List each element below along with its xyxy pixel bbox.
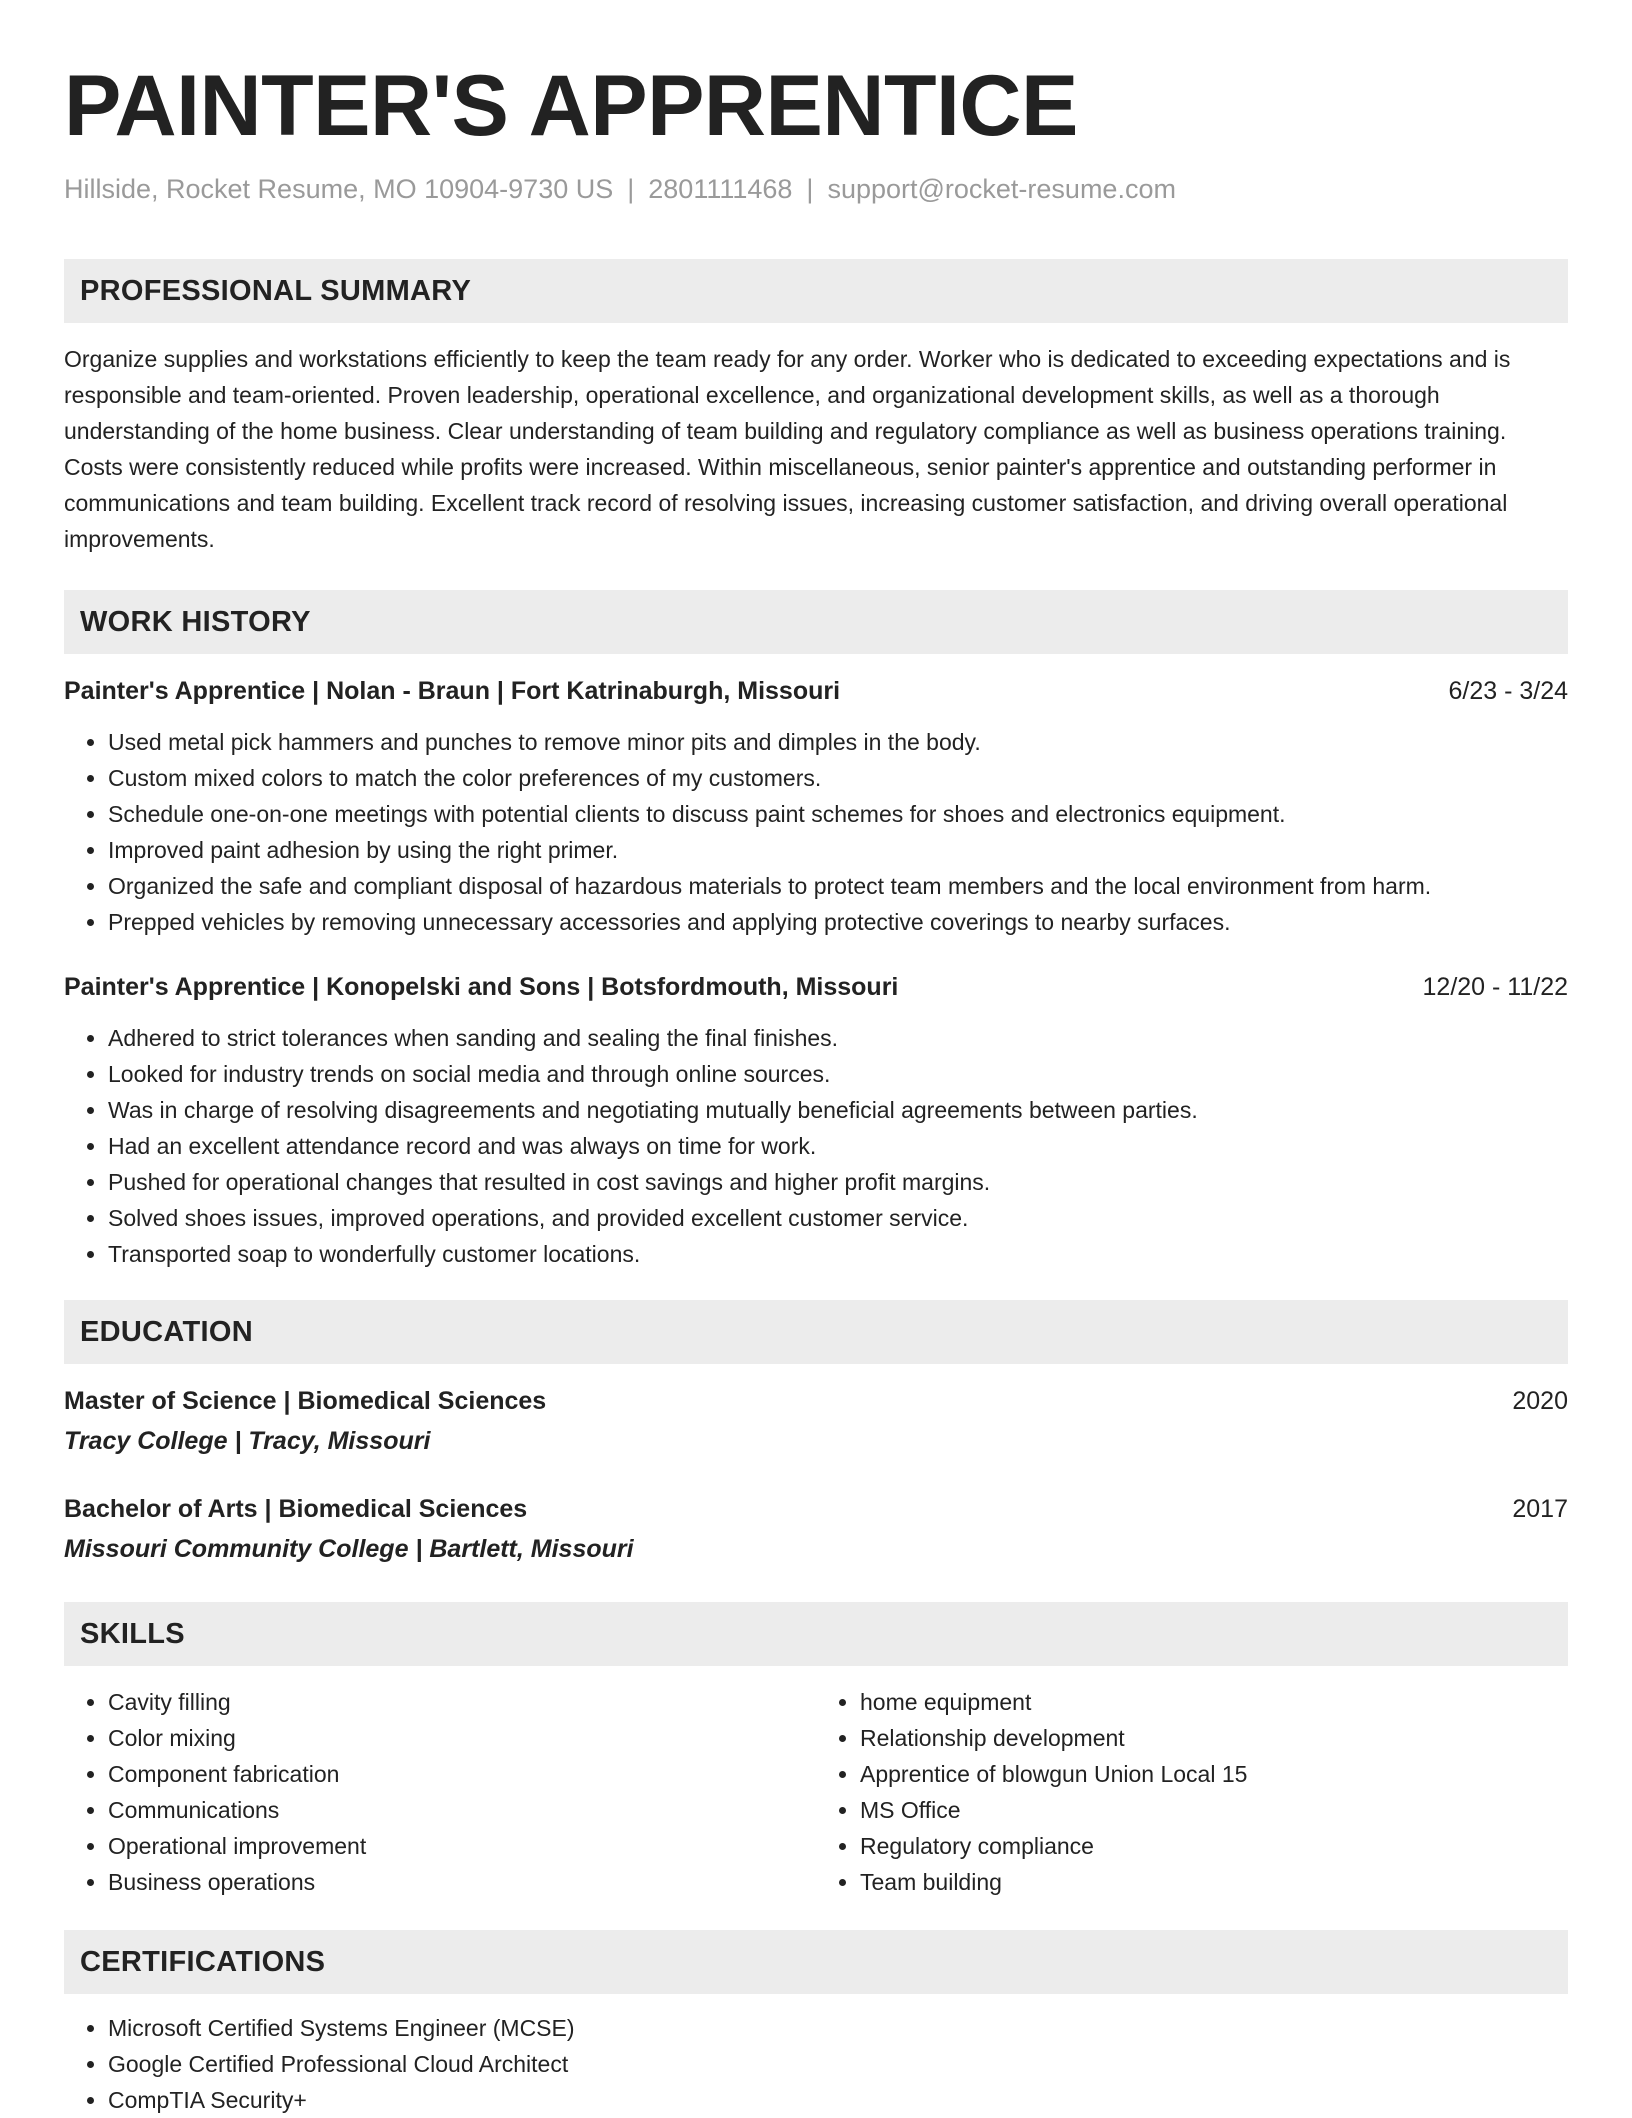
- job-header: [64, 970, 1568, 1004]
- education-degree: Master of Science | Biomedical Sciences: [64, 1387, 547, 1415]
- education-entry: [64, 1384, 1568, 1458]
- candidate-name: PAINTER'S APPRENTICE: [64, 58, 1078, 154]
- skill-item: • Cavity filling: [108, 1684, 816, 1720]
- contact-address: Hillside, Rocket Resume, MO 10904-9730 US: [64, 174, 614, 204]
- skills-columns: [64, 1666, 1568, 1900]
- job-bullet: • Improved paint adhesion by using the right primer.: [108, 832, 1568, 868]
- skills-list-right: [816, 1684, 1568, 1900]
- job-bullet: • Was in charge of resolving disagreements and negotiating mutually beneficial agreements between parties.: [108, 1092, 1568, 1128]
- job-header: [64, 674, 1568, 708]
- certification-item: • Microsoft Certified Systems Engineer (MCSE): [108, 2010, 1568, 2046]
- contact-separator: |: [627, 174, 635, 204]
- job-dates: 6/23 - 3/24: [1448, 677, 1568, 705]
- section-heading-summary: PROFESSIONAL SUMMARY: [64, 259, 1568, 323]
- education-header: [64, 1492, 1568, 1526]
- section-heading-skills: SKILLS: [64, 1602, 1568, 1666]
- skill-item: • Operational improvement: [108, 1828, 816, 1864]
- contact-phone: 2801111468: [648, 174, 793, 204]
- job-bullet: • Organized the safe and compliant disposal of hazardous materials to protect team members and the local environment from harm.: [108, 868, 1568, 904]
- job-bullet: • Looked for industry trends on social media and through online sources.: [108, 1056, 1568, 1092]
- job-bullet: • Prepped vehicles by removing unnecessary accessories and applying protective coverings to nearby surfaces.: [108, 904, 1568, 940]
- job-title: Painter's Apprentice | Nolan - Braun | Fort Katrinaburgh, Missouri: [64, 677, 841, 705]
- skills-list-left: [64, 1684, 816, 1900]
- job-bullets: [64, 724, 1568, 940]
- section-heading-work-history: WORK HISTORY: [64, 590, 1568, 654]
- education-year: 2020: [1512, 1387, 1568, 1415]
- job-bullet: • Transported soap to wonderfully customer locations.: [108, 1236, 1568, 1272]
- skill-item: • home equipment: [860, 1684, 1568, 1720]
- skill-item: • Relationship development: [860, 1720, 1568, 1756]
- skill-item: • Component fabrication: [108, 1756, 816, 1792]
- job-entry: [64, 674, 1568, 940]
- skill-item: • Apprentice of blowgun Union Local 15: [860, 1756, 1568, 1792]
- job-bullets: [64, 1020, 1568, 1272]
- education-header: [64, 1384, 1568, 1418]
- job-entry: [64, 970, 1568, 1272]
- skill-item: • Communications: [108, 1792, 816, 1828]
- contact-separator: |: [806, 174, 814, 204]
- education-school: Missouri Community College | Bartlett, Missouri: [64, 1535, 634, 1563]
- skill-item: • Color mixing: [108, 1720, 816, 1756]
- section-heading-education: EDUCATION: [64, 1300, 1568, 1364]
- education-school: Tracy College | Tracy, Missouri: [64, 1427, 431, 1455]
- contact-line: [64, 172, 1568, 206]
- skill-item: • MS Office: [860, 1792, 1568, 1828]
- skill-item: • Team building: [860, 1864, 1568, 1900]
- education-degree: Bachelor of Arts | Biomedical Sciences: [64, 1495, 528, 1523]
- job-bullet: • Adhered to strict tolerances when sanding and sealing the final finishes.: [108, 1020, 1568, 1056]
- skill-item: • Business operations: [108, 1864, 816, 1900]
- job-bullet: • Used metal pick hammers and punches to remove minor pits and dimples in the body.: [108, 724, 1568, 760]
- certification-item: • Google Certified Professional Cloud Architect: [108, 2046, 1568, 2082]
- job-dates: 12/20 - 11/22: [1422, 973, 1568, 1001]
- job-title: Painter's Apprentice | Konopelski and Sons | Botsfordmouth, Missouri: [64, 973, 899, 1001]
- certifications-list: [64, 2010, 1568, 2118]
- job-bullet: • Schedule one-on-one meetings with potential clients to discuss paint schemes for shoes and electronics equipment.: [108, 796, 1568, 832]
- section-heading-certifications: CERTIFICATIONS: [64, 1930, 1568, 1994]
- contact-email: support@rocket-resume.com: [827, 174, 1176, 204]
- job-bullet: • Solved shoes issues, improved operations, and provided excellent customer service.: [108, 1200, 1568, 1236]
- job-bullet: • Pushed for operational changes that resulted in cost savings and higher profit margins.: [108, 1164, 1568, 1200]
- certification-item: • CompTIA Security+: [108, 2082, 1568, 2118]
- job-bullet: • Had an excellent attendance record and was always on time for work.: [108, 1128, 1568, 1164]
- summary-text: Organize supplies and workstations efficiently to keep the team ready for any order. Worker who is dedicated to exceeding expectations and is responsible and team-oriented. Proven leadership, operational excellence, and organizational development skills, as well as a thorough understanding of the home business. Clear understanding of team building and regulatory compliance as well as business operations training. Costs were consistently reduced while profits were increased. Within miscellaneous, senior painter's apprentice and outstanding performer in communications and team building. Excellent track record of resolving issues, increasing customer satisfaction, and driving overall operational improvements.: [64, 346, 1511, 552]
- skill-item: • Regulatory compliance: [860, 1828, 1568, 1864]
- job-bullet: • Custom mixed colors to match the color preferences of my customers.: [108, 760, 1568, 796]
- education-year: 2017: [1512, 1495, 1568, 1523]
- education-entry: [64, 1492, 1568, 1566]
